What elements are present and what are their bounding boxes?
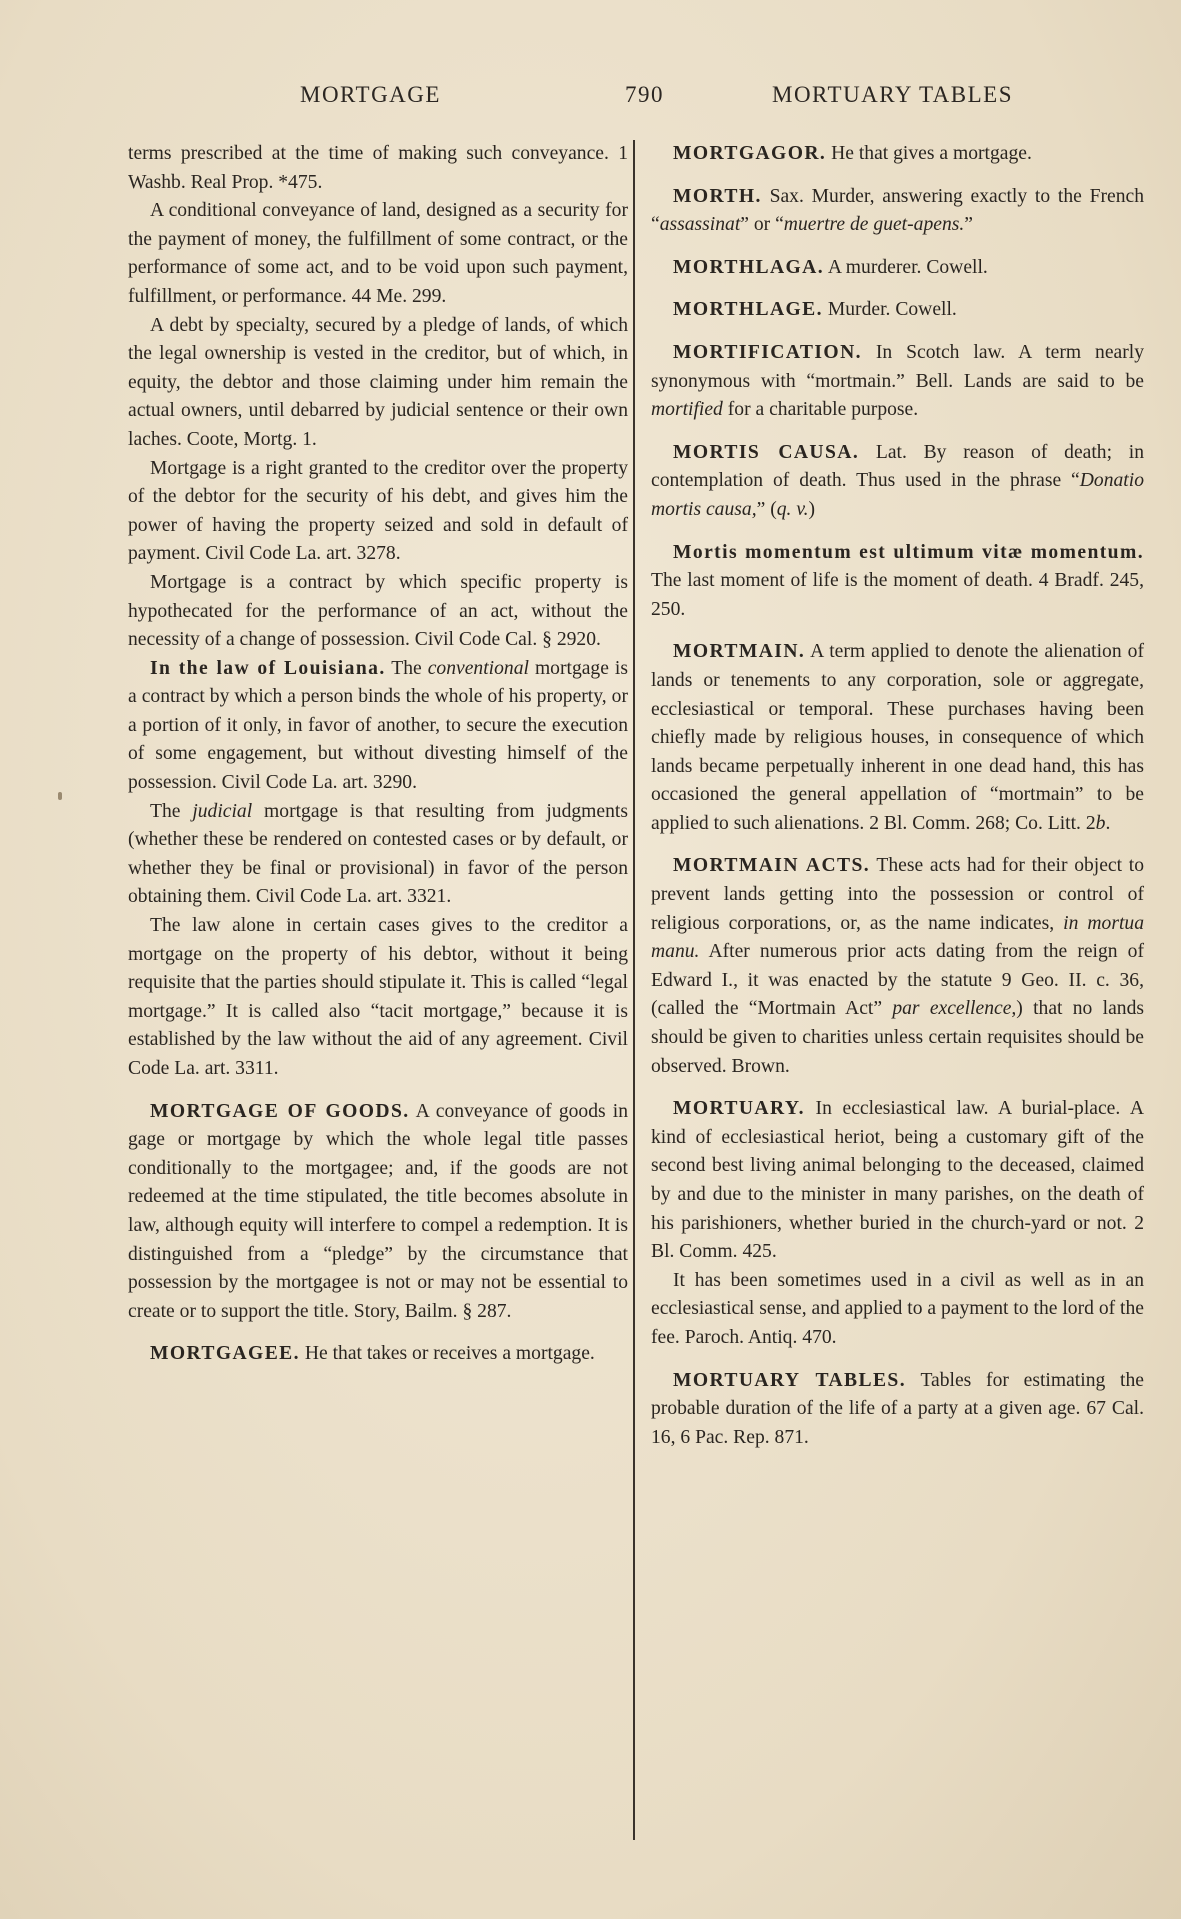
dictionary-entry [651, 1367, 1144, 1453]
definition-paragraph [128, 798, 628, 912]
entry-headword: MORTH. [673, 185, 762, 207]
entry-text: The law alone in certain cases gives to the creditor a mortgage on the property of his debtor, without it being requisite that the parties should stipulate it. This is called “legal mortgage.” It is called also “tacit mortgage,” because it is established by the law without the aid of any agreement. Civil Code La. art. 3311. [128, 915, 628, 1079]
dictionary-entry [128, 1340, 628, 1369]
dictionary-entry [651, 852, 1144, 1081]
italic-term: conventional [427, 657, 529, 679]
entry-headword: MORTGAGEE. [150, 1343, 300, 1365]
continued-paragraph [128, 140, 628, 197]
definition-paragraph [128, 569, 628, 655]
entry-text: It has been sometimes used in a civil as well as in an ecclesiastical sense, and applied to a payment to the lord of the fee. Paroch. Antiq. 470. [651, 1269, 1144, 1348]
entry-text: Murder. Cowell. [822, 299, 957, 321]
entry-text: Lat. By reason of death; in contemplation of death. Thus used in the phrase “ [651, 441, 1144, 492]
entry-text: terms prescribed at the time of making such conveyance. 1 Washb. Real Prop. *475. [128, 143, 628, 193]
entry-text: ) [808, 498, 815, 520]
definition-paragraph [128, 912, 628, 1084]
entry-text: Tables for estimating the probable duration of the life of a party at a given age. 67 Cal. 16, 6 Pac. Rep. 871. [651, 1369, 1144, 1448]
column-divider [633, 140, 635, 1840]
entry-text: mortgage is that resulting from judgments (whether these be rendered on contested cases or by default, or whether they be final or provisional) in favor of the person obtaining them. Civil Code La. art. 3321. [128, 800, 628, 908]
entry-text: A murderer. Cowell. [824, 256, 988, 278]
definition-paragraph [128, 655, 628, 798]
entry-text: A term applied to denote the alienation of lands or tenements to any corporation, sole or aggregate, ecclesiastical or temporal. These purchases having been chiefly made by religious houses, in consequence of which lands became perpetually inherent in one dead hand, this has occasioned the general appellation of “mortmain” to be applied to such alienations. 2 Bl. Comm. 268; Co. Litt. 2 [651, 641, 1144, 834]
entry-text: The last moment of life is the moment of death. 4 Bradf. 245, 250. [651, 570, 1144, 620]
page-number: 790 [625, 82, 664, 107]
entry-text: . [1105, 812, 1111, 834]
entry-text: The [150, 800, 193, 822]
right-column [651, 140, 1144, 1452]
entry-headword: MORTIS CAUSA. [673, 441, 860, 463]
italic-term: b [1095, 812, 1106, 834]
entry-text: Mortgage is a right granted to the creditor over the property of the debtor for the security of his debt, and gives him the power of having the property seized and sold in default of payment. Civil Code La. art. 3278. [128, 457, 628, 565]
entry-headword: MORTIFICATION. [673, 341, 862, 363]
entry-text: A debt by specialty, secured by a pledge of lands, of which the legal ownership is vested in the creditor, but of which, in equity, the debtor and those claiming under him remain the actual owners, until debarred by judicial sentence or their own laches. Coote, Mortg. 1. [128, 314, 628, 450]
entry-text: mortgage is a contract by which a person binds the whole of his property, or a portion of it only, in favor of another, to secure the execution of some engagement, but without divesting himself of the possession. Civil Code La. art. 3290. [128, 657, 628, 794]
definition-paragraph [651, 1267, 1144, 1353]
entry-headword: MORTUARY. [673, 1098, 805, 1120]
entry-text: He that gives a mortgage. [826, 143, 1032, 164]
definition-paragraph [128, 312, 628, 455]
dictionary-entry [651, 296, 1144, 325]
italic-term: q. v. [776, 498, 809, 520]
entry-text: ” [964, 214, 973, 236]
entry-headword: MORTMAIN. [673, 641, 806, 663]
lead-phrase: Mortis momentum est ultimum vitæ momentum. [673, 541, 1144, 563]
entry-text: A conditional conveyance of land, designed as a security for the payment of money, the fulfillment of some contract, or the performance of some act, and to be void upon such payment, fulfillment, or performance. 44 Me. 299. [128, 200, 628, 307]
entry-text: These acts had for their object to prevent lands getting into the possession or control of religious corporations, or, as the name indicates, [651, 855, 1145, 934]
lead-phrase: In the law of Louisiana. [150, 657, 386, 679]
entry-text: ” ( [756, 498, 777, 520]
entry-headword: MORTHLAGE. [673, 299, 823, 321]
definition-paragraph [128, 197, 628, 311]
entry-text: Mortgage is a contract by which specific property is hypothecated for the performance of an act, without the necessity of a change of possession. Civil Code Cal. § 2920. [128, 571, 628, 651]
dictionary-entry [651, 539, 1144, 625]
dictionary-entry [651, 254, 1144, 283]
dictionary-entry [651, 638, 1144, 838]
italic-term: Donatio mortis causa, [651, 470, 1144, 520]
dictionary-entry [651, 183, 1144, 240]
entry-headword: MORTHLAGA. [673, 256, 825, 278]
entry-text: In ecclesiastical law. A burial-place. A kind of ecclesiastical heriot, being a customary gift of the second best living animal belonging to the deceased, claimed by and due to the minister in many parishes, on the death of his parishioners, whether buried in the church-yard or not. 2 Bl. Comm. 425. [651, 1098, 1144, 1263]
entry-text: The [385, 657, 428, 679]
italic-term: muertre de guet-apens. [783, 214, 965, 236]
definition-paragraph [128, 455, 628, 569]
dictionary-entry [651, 339, 1144, 425]
entry-headword: MORTGAGOR. [673, 143, 827, 164]
italic-term: in mortua manu. [651, 912, 1144, 963]
dictionary-entry [651, 439, 1144, 525]
running-head-left: MORTGAGE [300, 82, 441, 107]
margin-smudge [58, 792, 62, 800]
entry-headword: MORTUARY TABLES. [673, 1369, 907, 1391]
entry-text: He that takes or receives a mortgage. [299, 1343, 595, 1365]
italic-term: par excellence, [892, 998, 1017, 1020]
entry-headword: MORTMAIN ACTS. [673, 855, 871, 877]
running-head-right: MORTUARY TABLES [772, 82, 1013, 107]
entry-text: In Scotch law. A term nearly synonymous with “mortmain.” Bell. Lands are said to be [651, 341, 1144, 392]
dictionary-entry [128, 1098, 628, 1327]
entry-text: Sax. Murder, answering exactly to the French “ [651, 185, 1144, 236]
entry-text: A conveyance of goods in gage or mortgage by which the whole legal title passes conditionally to the mortgagee; and, if the goods are not redeemed at the time stipulated, the title becomes absolute in law, although equity will interfere to compel a redemption. It is distinguished from a “pledge” by the circumstance that possession by the mortgagee is not or may not be essential to create or to support the title. Story, Bailm. § 287. [128, 1100, 628, 1322]
italic-term: mortified [651, 399, 723, 421]
entry-headword: MORTGAGE OF GOODS. [150, 1100, 410, 1122]
entry-text: for a charitable purpose. [722, 399, 919, 421]
dictionary-entry [651, 1095, 1144, 1267]
left-column [128, 140, 628, 1369]
entry-text: After numerous prior acts dating from the reign of Edward I., it was enacted by the statute 9 Geo. II. c. 36, (called the “Mortmain Act” [651, 941, 1144, 1020]
entry-text: ) that no lands should be given to charities unless certain requisites should be observed. Brown. [651, 998, 1144, 1077]
dictionary-entry [651, 140, 1144, 169]
entry-text: ” or “ [740, 214, 784, 236]
italic-term: judicial [192, 800, 253, 822]
italic-term: assassinat [659, 214, 741, 236]
